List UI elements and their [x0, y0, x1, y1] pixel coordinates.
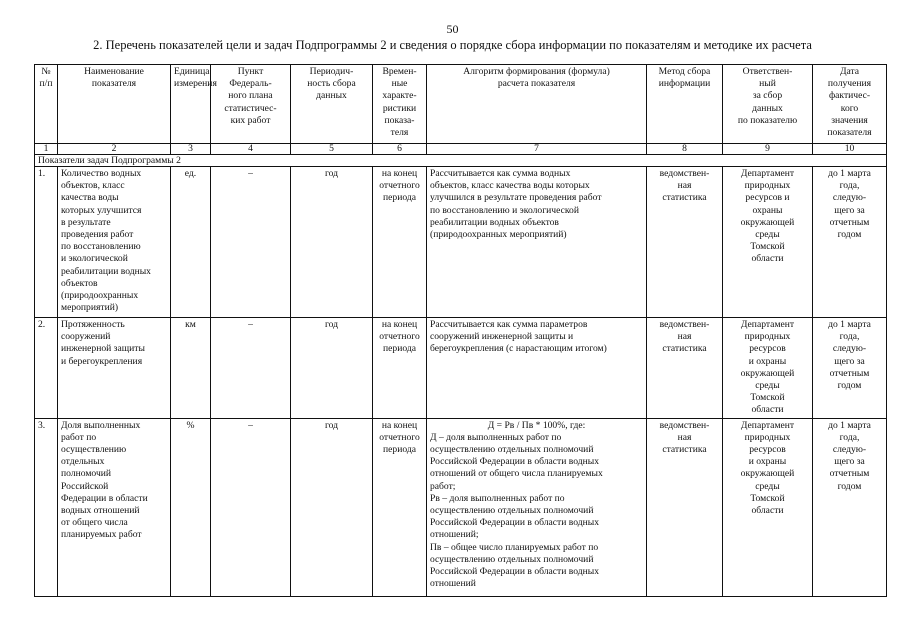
unit-cell: ед.	[171, 167, 211, 318]
table-row	[35, 418, 887, 596]
indicators-table	[34, 64, 887, 597]
formula: Д = Рв / Пв * 100%, где:	[487, 419, 586, 431]
unit-cell: %	[171, 418, 211, 596]
header-cell-periodicity: Периодич- ность сбора данных	[291, 65, 373, 144]
header-cell-name: Наименование показателя	[58, 65, 171, 144]
formula-description: Д – доля выполненных работ по осуществлению отдельных полномочий Российской Федерации в области водных отношений от общего числа планируемых работ; Рв – доля выполненных работ по осуществлению отдельных полномочий Российской Федерации в области водных отношений; Пв – общее число планируемых работ по осуществлению отдельных полномочий Российской Федерации в области водных отношений	[430, 431, 603, 590]
unit-cell: км	[171, 318, 211, 419]
document-title: 2. Перечень показателей цели и задач Подпрограммы 2 и сведения о порядке сбора информации по показателям и методике их расчета	[93, 38, 812, 52]
method-cell: ведомствен- ная статистика	[647, 318, 723, 419]
column-number: 9	[723, 144, 813, 155]
header-cell-plan-item: Пункт Федераль- ного плана статистичес- ких работ	[211, 65, 291, 144]
indicator-name: Протяженность сооружений инженерной защиты и берегоукрепления	[58, 318, 171, 419]
header-cell-responsible: Ответствен- ный за сбор данных по показателю	[723, 65, 813, 144]
responsible-cell: Департамент природных ресурсов и охраны окружающей среды Томской области	[723, 418, 813, 596]
column-number: 3	[171, 144, 211, 155]
plan-item-cell: –	[211, 418, 291, 596]
plan-item-cell: –	[211, 318, 291, 419]
column-number: 1	[35, 144, 58, 155]
periodicity-cell: год	[291, 167, 373, 318]
column-number-row	[35, 144, 887, 155]
header-cell-date: Дата получения фактичес- кого значения показателя	[813, 65, 887, 144]
row-number: 3.	[35, 418, 58, 596]
header-cell-unit: Единица измерения	[171, 65, 211, 144]
time-characteristics-cell: на конец отчетного периода	[373, 418, 427, 596]
column-number: 10	[813, 144, 887, 155]
indicator-name: Количество водных объектов, класс качества воды которых улучшится в результате проведения работ по восстановлению и экологической реабилитации водных объектов (природоохранных мероприятий)	[58, 167, 171, 318]
header-cell-method: Метод сбора информации	[647, 65, 723, 144]
algorithm-cell: Рассчитывается как сумма параметров сооружений инженерной защиты и берегоукрепления (с нарастающим итогом)	[427, 318, 647, 419]
algorithm-cell	[427, 418, 647, 596]
header-cell-algorithm: Алгоритм формирования (формула) расчета показателя	[427, 65, 647, 144]
column-number: 6	[373, 144, 427, 155]
column-number: 4	[211, 144, 291, 155]
row-number: 1.	[35, 167, 58, 318]
column-number: 5	[291, 144, 373, 155]
date-cell: до 1 марта года, следую- щего за отчетным годом	[813, 418, 887, 596]
column-number: 2	[58, 144, 171, 155]
column-number: 8	[647, 144, 723, 155]
table-row	[35, 167, 887, 318]
header-cell-time-characteristics: Времен- ные характe- ристики показа- теля	[373, 65, 427, 144]
section-label: Показатели задач Подпрограммы 2	[35, 155, 887, 167]
time-characteristics-cell: на конец отчетного периода	[373, 167, 427, 318]
table-row	[35, 318, 887, 419]
indicator-name: Доля выполненных работ по осуществлению отдельных полномочий Российской Федерации в области водных отношений от общего числа планируемых работ	[58, 418, 171, 596]
algorithm-cell: Рассчитывается как сумма водных объектов, класс качества воды которых улучшился в результате проведения работ по восстановлению и экологической реабилитации водных объектов (природоохранных мероприятий)	[427, 167, 647, 318]
row-number: 2.	[35, 318, 58, 419]
page-number: 50	[446, 22, 459, 36]
plan-item-cell: –	[211, 167, 291, 318]
method-cell: ведомствен- ная статистика	[647, 167, 723, 318]
date-cell: до 1 марта года, следую- щего за отчетным годом	[813, 318, 887, 419]
time-characteristics-cell: на конец отчетного периода	[373, 318, 427, 419]
header-row	[35, 65, 887, 144]
periodicity-cell: год	[291, 318, 373, 419]
periodicity-cell: год	[291, 418, 373, 596]
method-cell: ведомствен- ная статистика	[647, 418, 723, 596]
section-row	[35, 155, 887, 167]
column-number: 7	[427, 144, 647, 155]
header-cell-num: № п/п	[35, 65, 58, 144]
responsible-cell: Департамент природных ресурсов и охраны окружающей среды Томской области	[723, 318, 813, 419]
date-cell: до 1 марта года, следую- щего за отчетным годом	[813, 167, 887, 318]
responsible-cell: Департамент природных ресурсов и охраны окружающей среды Томской области	[723, 167, 813, 318]
